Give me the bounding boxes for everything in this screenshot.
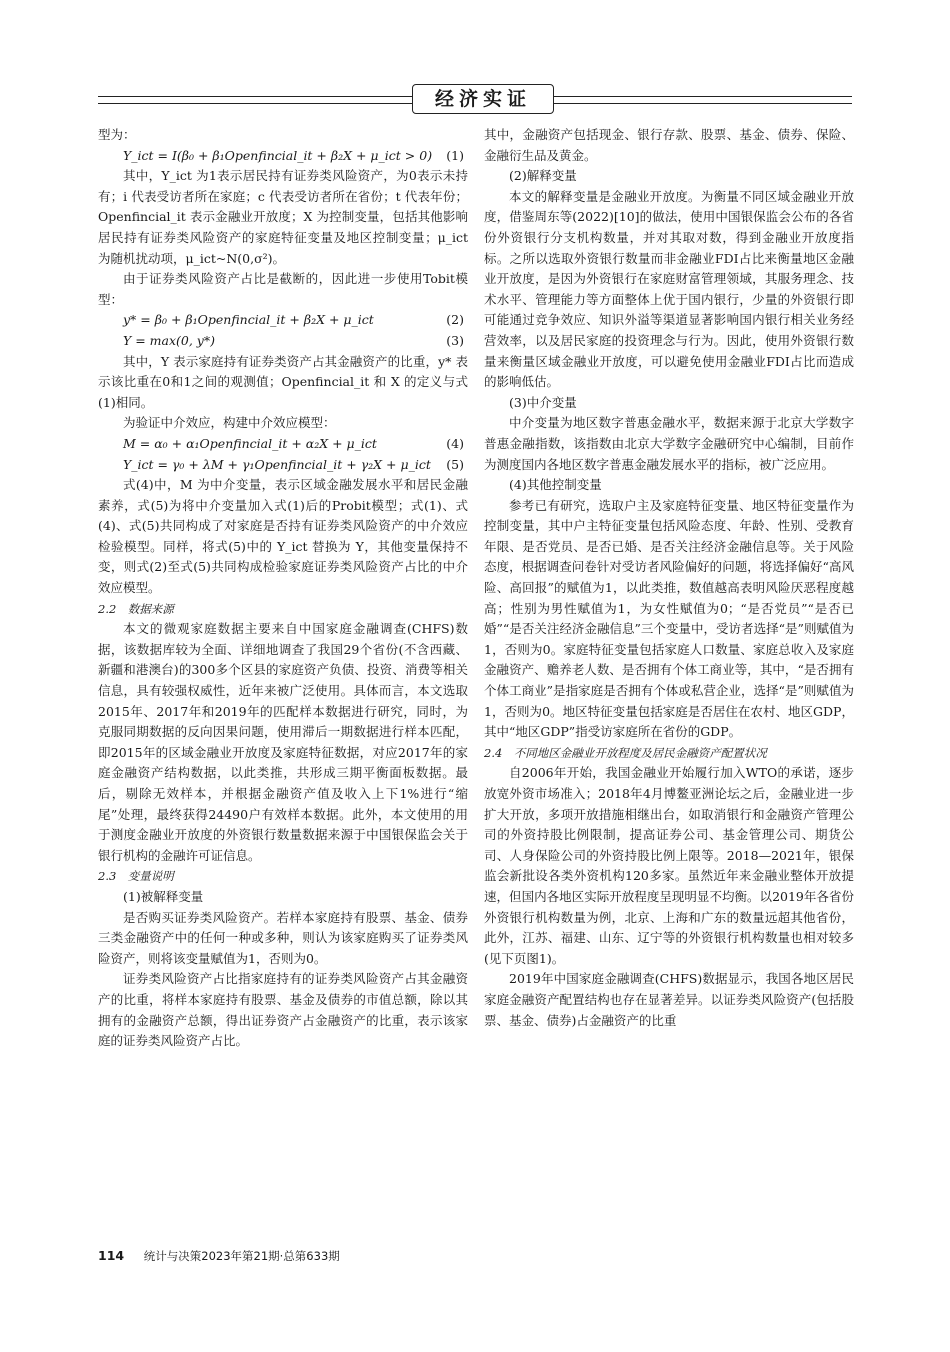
- paragraph: 是否购买证券类风险资产。若样本家庭持有股票、基金、债券三类金融资产中的任何一种或多种，则认为该家庭购买了证券类风险资产，则将该变量赋值为1，否则为0。: [98, 909, 468, 966]
- paragraph: 式(4)中，M 为中介变量，表示区域金融发展水平和居民金融素养，式(5)为将中介变量加入式(1)后的Probit模型；式(1)、式(4)、式(5)共同构成了对家庭是否持有证券类风险资产的中介效应检验模型。同样，将式(5)中的 Y_ict 替换为 Y，其他变量保持不变，则式(2)至式(5)共同构成检验家庭证券类风险资产占比的中介效应模型。: [98, 477, 468, 596]
- equation-number: (4): [446, 435, 464, 451]
- paragraph: 其中，Y_ict 为1表示居民持有证券类风险资产，为0表示未持有；i 代表受访者所在家庭；c 代表受访者所在省份；t 代表年份；Openfincial_it 表示金融业开放度；X 为控制变量，包括其他影响居民持有证券类风险资产的家庭特征变量及地区控制变量；μ_ict 为随机扰动项，μ_ict~N(0,σ²)。: [98, 168, 468, 266]
- paragraph: 型为：: [98, 127, 136, 142]
- equation-text: y* = β₀ + β₁Openfincial_it + β₂X + μ_ict: [123, 312, 374, 328]
- equation-text: Y_ict = I(β₀ + β₁Openfincial_it + β₂X + μ_ict > 0): [123, 147, 433, 163]
- page-footer: [98, 1248, 340, 1264]
- equation-1: [98, 146, 468, 167]
- equation-number: (3): [446, 332, 464, 348]
- subsection-heading: (2)解释变量: [509, 168, 577, 184]
- paragraph: 本文的微观家庭数据主要来自中国家庭金融调查(CHFS)数据，该数据库较为全面、详细地调查了我国29个省份(不含西藏、新疆和港澳台)的300多个区县的家庭资产负债、投资、消费等相关信息，具有较强权威性，近年来被广泛使用。具体而言，本文选取2015年、2017年和2019年的匹配样本数据进行研究，同时，为克服同期数据的反向因果问题，使用滞后一期数据进行样本匹配，即2015年的区域金融业开放度及家庭特征数据，对应2017年的家庭金融资产结构数据，以此类推，共形成三期平衡面板数据。最后，剔除无效样本，并根据金融资产值及收入上下1%进行“缩尾”处理，最终获得24490户有效样本数据。此外，本文使用的用于测度金融业开放度的外资银行数量数据来源于中国银保监会关于银行机构的金融许可证信息。: [98, 621, 468, 863]
- section-heading: 2.4 不同地区金融业开放程度及居民金融资产配置状况: [484, 745, 767, 760]
- paragraph: 为验证中介效应，构建中介效应模型：: [123, 415, 336, 431]
- paragraph: 证券类风险资产占比指家庭持有的证券类风险资产占其金融资产的比重，将样本家庭持有股票、基金及债券的市值总额，除以其拥有的金融资产总额，得出证券资产占金融资产的比重，表示该家庭的证券类风险资产占比。: [98, 971, 468, 1049]
- equation-text: M = α₀ + α₁Openfincial_it + α₂X + μ_ict: [123, 435, 377, 451]
- paragraph: 2019年中国家庭金融调查(CHFS)数据显示，我国各地区居民家庭金融资产配置结构也存在显著差异。以证券类风险资产(包括股票、基金、债券)占金融资产的比重: [484, 971, 854, 1028]
- equation-number: (2): [446, 312, 464, 328]
- equation-3: [98, 331, 468, 352]
- equation-number: (1): [446, 147, 464, 163]
- right-column: [484, 125, 854, 1031]
- page-number: 114: [98, 1248, 125, 1263]
- paragraph: 自2006年开始，我国金融业开始履行加入WTO的承诺，逐步放宽外资市场准入；2018年4月博鳌亚洲论坛之后，金融业进一步扩大开放，多项开放措施相继出台，如取消银行和金融资产管理公司的外资持股比例限制，提高证券公司、基金管理公司、期货公司、人身保险公司的外资持股比例上限等。2018—2021年，银保监会新批设各类外资机构120多家。虽然近年来金融业整体开放提速，但国内各地区实际开放程度呈现明显不均衡。以2019年各省份外资银行机构数量为例，北京、上海和广东的数量远超其他省份，此外，江苏、福建、山东、辽宁等的外资银行机构数量也相对较多(见下页图1)。: [484, 765, 854, 966]
- subsection-heading: (3)中介变量: [509, 394, 577, 410]
- equation-text: Y = max(0, y*): [123, 332, 215, 348]
- paragraph: 由于证券类风险资产占比是截断的，因此进一步使用Tobit模型：: [98, 271, 468, 307]
- equation-5: [98, 455, 468, 476]
- equation-2: [98, 310, 468, 331]
- paragraph: 本文的解释变量是金融业开放度。为衡量不同区域金融业开放度，借鉴周东等(2022)[10]的做法，使用中国银保监会公布的各省份外资银行分支机构数量，并对其取对数，得到金融业开放度指标。之所以选取外资银行数量而非金融业FDI占比来衡量地区金融业开放度，是因为外资银行在家庭财富管理领域，其服务理念、技术水平、管理能力等方面整体上优于国内银行，少量的外资银行即可能通过竞争效应、知识外溢等渠道显著影响国内银行相关业务经营效率，以及居民家庭的投资理念与行为。因此，使用外资银行数量来衡量区域金融业开放度，可以避免使用金融业FDI占比而造成的影响低估。: [484, 188, 854, 390]
- equation-number: (5): [446, 456, 464, 472]
- paragraph: 参考已有研究，选取户主及家庭特征变量、地区特征变量作为控制变量，其中户主特征变量包括风险态度、年龄、性别、受教育年限、是否党员、是否已婚、是否关注经济金融信息等。关于风险态度，根据调查问卷针对受访者风险偏好的问题，将选择偏好“高风险、高回报”的赋值为1，以此类推，数值越高表明风险厌恶程度越高；性别为男性赋值为1，为女性赋值为0；“是否党员”“是否已婚”“是否关注经济金融信息”三个变量中，受访者选择“是”则赋值为1，否则为0。家庭特征变量包括家庭人口数量、家庭总收入及家庭金融资产、赡养老人数、是否拥有个体工商业等，其中，“是否拥有个体工商业”是指家庭是否拥有个体或私营企业，选择“是”则赋值为1，否则为0。地区特征变量包括家庭是否居住在农村、地区GDP，其中“地区GDP”指受访家庭所在省份的GDP。: [484, 497, 854, 740]
- paragraph: 其中，金融资产包括现金、银行存款、股票、基金、债券、保险、金融衍生品及黄金。: [484, 127, 854, 163]
- section-heading: 2.3 变量说明: [98, 869, 174, 884]
- equation-text: Y_ict = γ₀ + λM + γ₁Openfincial_it + γ₂X + μ_ict: [123, 456, 431, 472]
- equation-4: [98, 434, 468, 455]
- paragraph: 其中，Y 表示家庭持有证券类资产占其金融资产的比重，y* 表示该比重在0和1之间的观测值；Openfincial_it 和 X 的定义与式(1)相同。: [98, 353, 468, 410]
- paragraph: 中介变量为地区数字普惠金融水平，数据来源于北京大学数字普惠金融指数，该指数由北京大学数字金融研究中心编制，目前作为测度国内各地区数字普惠金融发展水平的指标，被广泛应用。: [484, 415, 854, 472]
- section-heading: 2.2 数据来源: [98, 601, 174, 616]
- subsection-heading: (4)其他控制变量: [509, 477, 602, 493]
- journal-citation: 统计与决策2023年第21期·总第633期: [143, 1249, 340, 1263]
- left-column: [98, 125, 468, 1052]
- subsection-heading: (1)被解释变量: [123, 888, 204, 904]
- section-header-title: 经济实证: [412, 84, 554, 114]
